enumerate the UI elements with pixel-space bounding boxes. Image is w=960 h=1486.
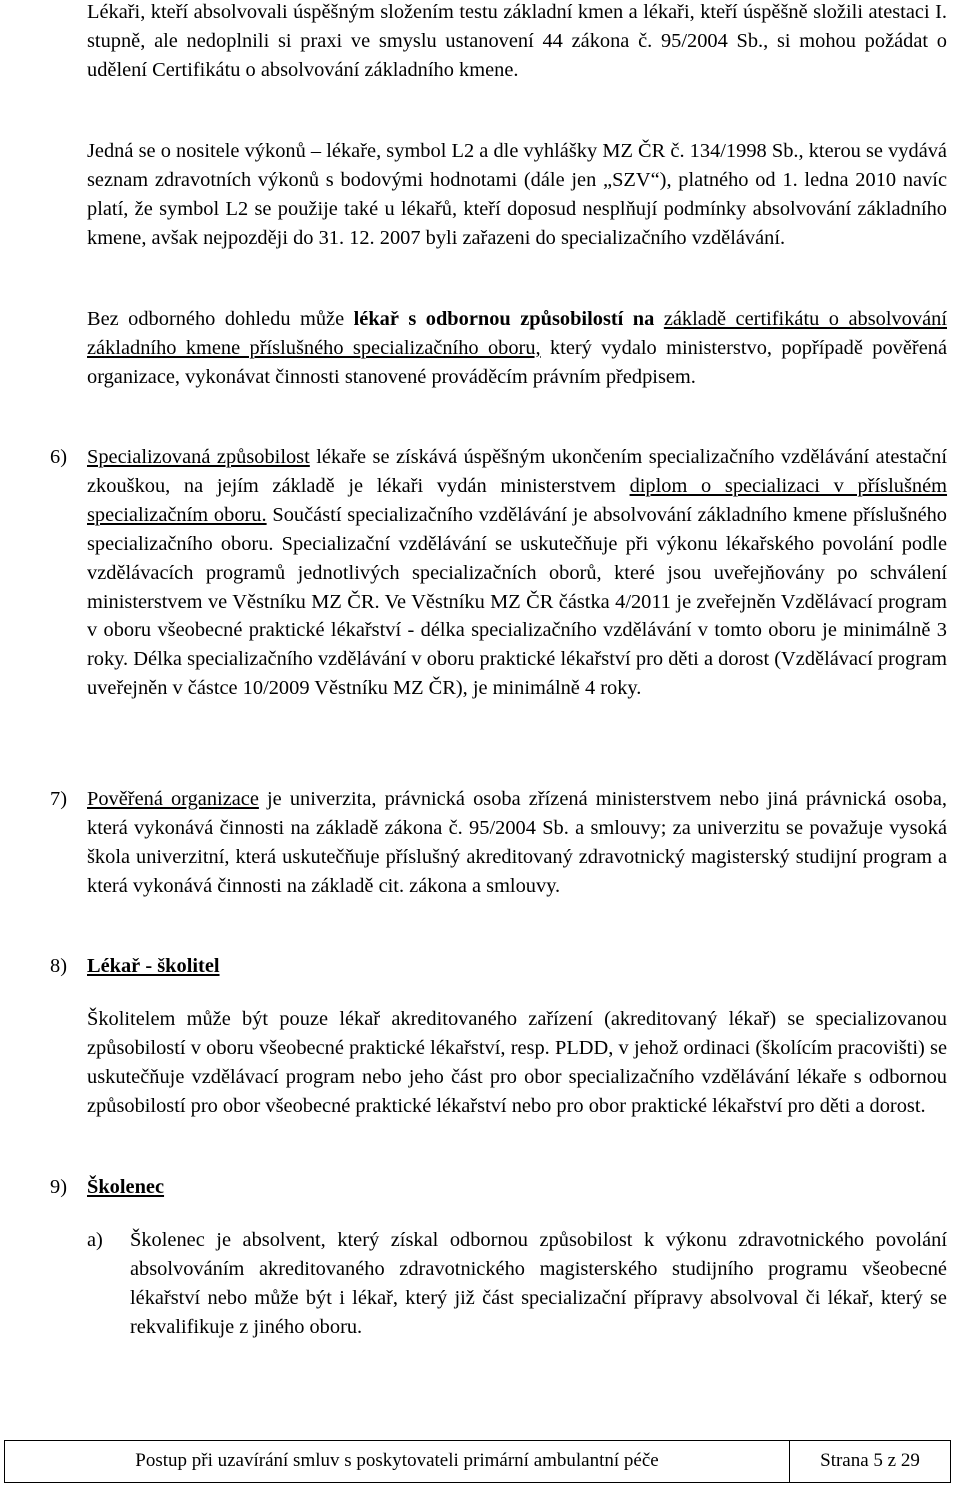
sub-item-a-text: Školenec je absolvent, který získal odbornou způsobilost k výkonu zdravotnického povolání absolvováním akreditovaného zdravotnického magisterského studijního programu všeobecné lékařství nebo může být i lékař, který již část specializační přípravy absolvoval či lékař, který se rekvalifikuje z jiného oboru. <box>130 1229 947 1338</box>
sub-item-a <box>87 1226 947 1342</box>
p3-bold-term: lékař s odbornou způsobilostí na <box>353 308 655 330</box>
item-number: 7) <box>50 788 67 810</box>
item-number: 6) <box>50 446 67 468</box>
item-number: 8) <box>50 955 67 977</box>
item-6-text <box>87 443 947 703</box>
sub-item-number: a) <box>87 1229 103 1251</box>
item-6-diploma: diplom o specializaci v příslušném specializačním oboru. <box>87 474 948 526</box>
item-8-text: Školitelem může být pouze lékař akreditovaného zařízení (akreditovaný lékař) se specializovanou způsobilostí v oboru všeobecné praktické lékařství, resp. PLDD, v jehož ordinaci (školícím pracovišti) se uskutečňuje vzdělávací program nebo jeho část pro obor specializačního vzdělávání lékaře s odbornou způsobilostí pro obor všeobecné praktické lékařství nebo pro obor praktické lékařství pro děti a dorost. <box>87 1008 947 1117</box>
item-number: 9) <box>50 1176 67 1198</box>
item-7-term: Pověřená organizace <box>87 788 259 810</box>
paragraph-l2-symbol: Jedná se o nositele výkonů – lékaře, symbol L2 a dle vyhlášky MZ ČR č. 134/1998 Sb., kterou se vydává seznam zdravotních výkonů s bodovými hodnotami (dále jen „SZV“), platného od 1. ledna 2010 navíc platí, že symbol L2 se použije také u lékařů, kteří doposud nesplňují podmínky absolvování základního kmene, avšak nejpozději do 31. 12. 2007 byli zařazeni do specializačního vzdělávání. <box>87 140 947 249</box>
item-6-term: Specializovaná způsobilost <box>87 446 310 468</box>
paragraph-supervision <box>87 305 947 392</box>
item-8-heading: Lékař - školitel <box>87 955 220 977</box>
item-6-text-d: Součástí specializačního vzdělávání je absolvování základního kmene příslušného specializačního oboru. Specializační vzdělávání se uskutečňuje při výkonu lékařského povolání podle vzdělávacích programů jednotlivých specializačních oborů, které jsou uveřejňovány po schválení ministerstvem ve Věstníku MZ ČR. Ve Věstníku MZ ČR částka 4/2011 je zveřejněn Vzdělávací program v oboru všeobecné praktické lékařství - délka specializačního vzdělávání v tomto oboru je minimálně 3 roky. Délka specializačního vzdělávání v oboru praktické lékařství pro děti a dorost (Vzdělávací program uveřejněn v částce 10/2009 Věstníku MZ ČR), je minimálně 4 roky. <box>87 503 948 700</box>
page-footer <box>4 1440 951 1483</box>
p3-space <box>654 308 663 330</box>
list-item-6 <box>50 443 947 703</box>
p3-text-e: který vydalo ministerstvo, popřípadě pověřená organizace, vykonávat činnosti stanovené prováděcím právním předpisem. <box>87 336 947 388</box>
p3-text-a: Bez odborného dohledu může <box>87 308 354 330</box>
paragraph-certificate: Lékaři, kteří absolvovali úspěšným složením testu základní kmen a lékaři, kteří úspěšně složili atestaci I. stupně, ale nedoplnili si praxi ve smyslu ustanovení 44 zákona č. 95/2004 Sb., si mohou požádat o udělení Certifikátu o absolvování základního kmene. <box>87 1 947 81</box>
list-item-7 <box>50 785 947 901</box>
footer-title: Postup při uzavírání smluv s poskytovateli primární ambulantní péče <box>135 1450 659 1472</box>
item-7-text <box>87 785 947 901</box>
page-number: Strana 5 z 29 <box>789 1441 950 1482</box>
item-6-text-b: lékaře se získává úspěšným ukončením specializačního vzdělávání atestační zkouškou, na jejím základě je lékaři vydán ministerstvem <box>87 446 947 497</box>
item-7-text-b: je univerzita, právnická osoba zřízená ministerstvem nebo jiná právnická osoba, která vykonává činnosti na základě zákona č. 95/2004 Sb. a smlouvy; za univerzitu se považuje vysoká škola univerzitní, která uskutečňuje příslušný akreditovaný zdravotnický magisterský studijní program a která vykonává činnosti na základě cit. zákona a smlouvy. <box>87 788 947 897</box>
p3-underlined-term: základě certifikátu o absolvování základního kmene příslušného specializačního oboru, <box>87 308 947 359</box>
list-item-9 <box>50 1173 947 1202</box>
list-item-8 <box>50 952 947 981</box>
item-9-heading: Školenec <box>87 1176 165 1198</box>
